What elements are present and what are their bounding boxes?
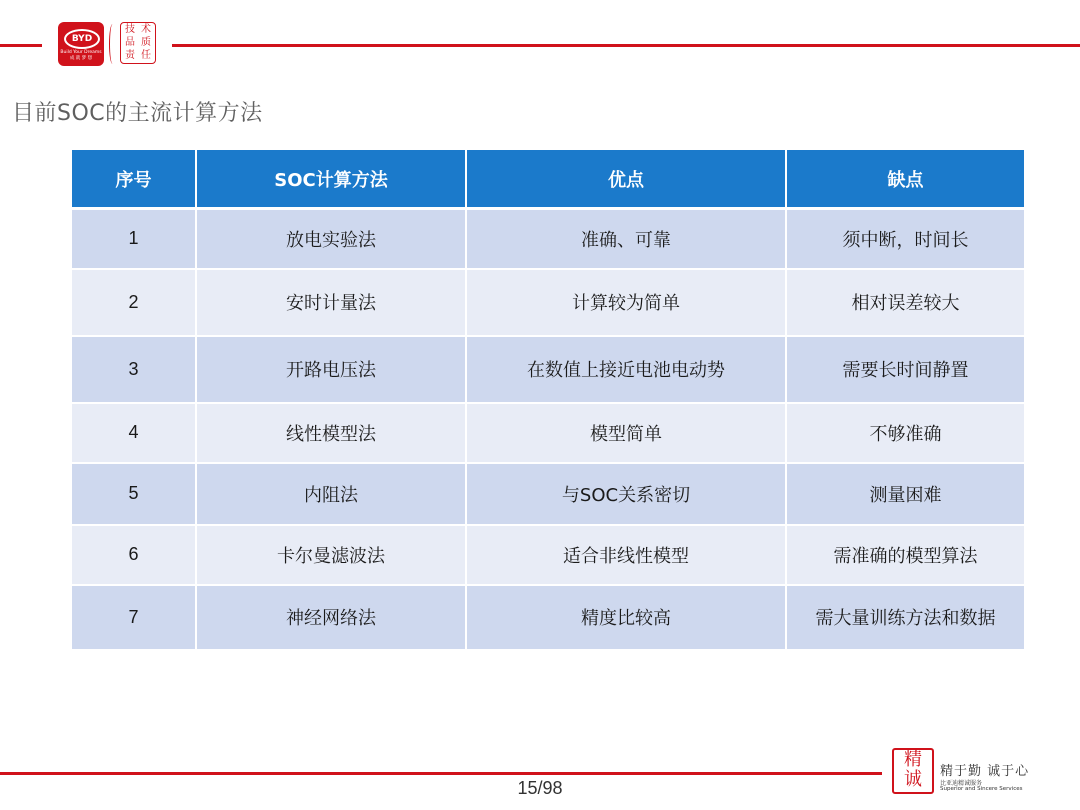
seal-char: 任	[141, 49, 151, 61]
row-method: 内阻法	[196, 463, 466, 525]
seal-char: 品	[125, 36, 135, 48]
page-title: 目前SOC的主流计算方法	[12, 101, 263, 126]
row-advantage: 计算较为简单	[466, 269, 786, 336]
column-header-disadvantages: 缺点	[786, 150, 1024, 209]
row-disadvantage: 相对误差较大	[786, 269, 1024, 336]
row-method: 线性模型法	[196, 403, 466, 463]
row-advantage: 模型简单	[466, 403, 786, 463]
row-index: 2	[72, 269, 196, 336]
row-index: 6	[72, 525, 196, 585]
footer-sub-cn: 比亚迪精诚服务	[940, 780, 983, 787]
row-method: 开路电压法	[196, 336, 466, 403]
footer-rule	[0, 772, 882, 775]
table-row	[72, 585, 1024, 650]
row-disadvantage: 不够准确	[786, 403, 1024, 463]
table-row	[72, 463, 1024, 525]
column-header-advantages: 优点	[466, 150, 786, 209]
table-row	[72, 269, 1024, 336]
row-index: 7	[72, 585, 196, 650]
row-index: 1	[72, 209, 196, 269]
row-disadvantage: 需准确的模型算法	[786, 525, 1024, 585]
row-index: 4	[72, 403, 196, 463]
row-method: 安时计量法	[196, 269, 466, 336]
footer-sub-en: Superior and Sincere Services	[940, 786, 1023, 792]
byd-slogan-en: Build Your Dreams	[60, 50, 102, 55]
row-advantage: 与SOC关系密切	[466, 463, 786, 525]
logo-char: 诚	[904, 769, 922, 790]
row-index: 3	[72, 336, 196, 403]
header-rule-right	[172, 44, 1080, 47]
seal-char: 责	[125, 49, 135, 61]
seal-char: 术	[141, 24, 151, 36]
table-header-row	[72, 150, 1024, 209]
logo-char: 精	[904, 749, 922, 770]
row-advantage: 在数值上接近电池电动势	[466, 336, 786, 403]
seal-char: 技	[125, 24, 135, 36]
row-disadvantage: 须中断，时间长	[786, 209, 1024, 269]
byd-logo	[58, 22, 104, 66]
page-number: 15/98	[517, 778, 563, 798]
table-row	[72, 336, 1024, 403]
table-row	[72, 403, 1024, 463]
seal-logo	[120, 22, 156, 64]
byd-logo-text: BYD	[64, 29, 100, 49]
column-header-method: SOC计算方法	[196, 150, 466, 209]
row-disadvantage: 测量困难	[786, 463, 1024, 525]
row-disadvantage: 需大量训练方法和数据	[786, 585, 1024, 650]
row-advantage: 适合非线性模型	[466, 525, 786, 585]
column-header-index: 序号	[72, 150, 196, 209]
row-advantage: 准确、可靠	[466, 209, 786, 269]
row-method: 卡尔曼滤波法	[196, 525, 466, 585]
row-method: 神经网络法	[196, 585, 466, 650]
footer-slogan: 精于勤 诚于心	[940, 764, 1030, 779]
logo-divider	[109, 24, 116, 64]
seal-char: 质	[141, 36, 151, 48]
jingcheng-logo	[892, 748, 934, 794]
table-row	[72, 209, 1024, 269]
row-method: 放电实验法	[196, 209, 466, 269]
table-row	[72, 525, 1024, 585]
header-rule-left	[0, 44, 42, 47]
row-disadvantage: 需要长时间静置	[786, 336, 1024, 403]
row-advantage: 精度比较高	[466, 585, 786, 650]
soc-methods-table	[72, 150, 1024, 651]
byd-slogan-cn: 成 就 梦 想	[69, 56, 93, 61]
row-index: 5	[72, 463, 196, 525]
